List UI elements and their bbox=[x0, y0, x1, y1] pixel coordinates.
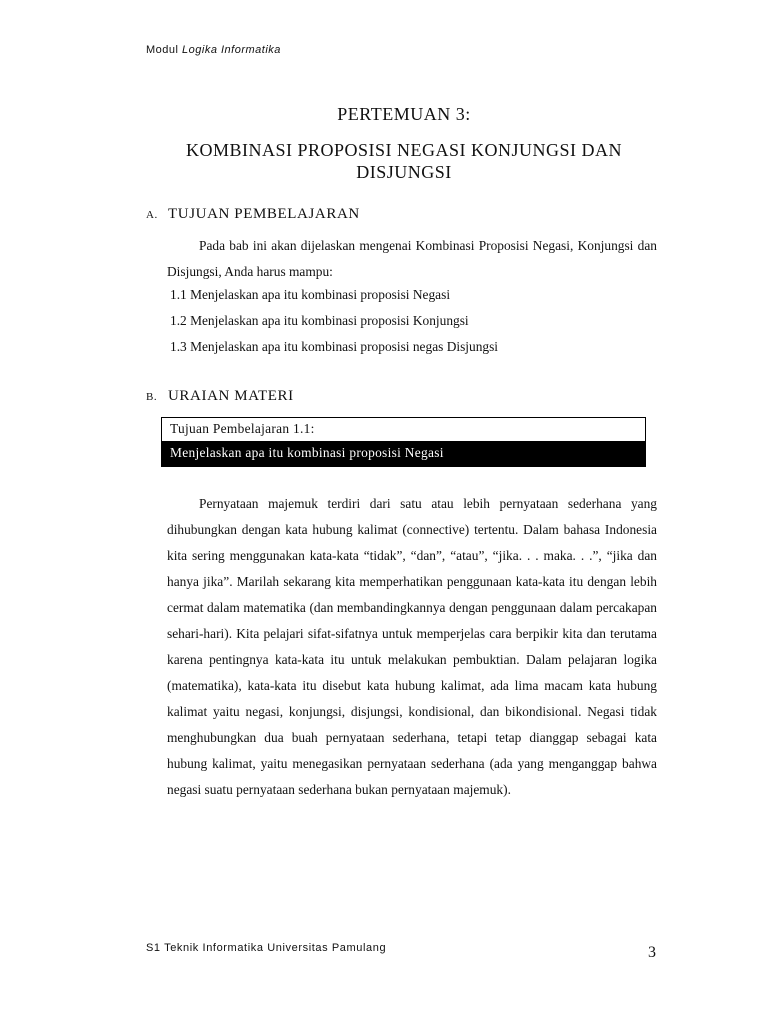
section-b-title: URAIAN MATERI bbox=[168, 388, 294, 404]
objective-item: 1.1 Menjelaskan apa itu kombinasi proposisi Negasi bbox=[170, 287, 451, 302]
header-prefix: Modul bbox=[146, 44, 179, 56]
section-a-heading bbox=[146, 206, 360, 223]
objective-item: 1.3 Menjelaskan apa itu kombinasi proposisi negas Disjungsi bbox=[170, 339, 499, 354]
running-header bbox=[146, 44, 281, 56]
objective-item: 1.2 Menjelaskan apa itu kombinasi proposisi Konjungsi bbox=[170, 313, 469, 328]
section-a-letter: A. bbox=[146, 209, 158, 221]
section-b-heading bbox=[146, 388, 294, 405]
page-number: 3 bbox=[648, 944, 656, 961]
objective-box-text: Menjelaskan apa itu kombinasi proposisi Negasi bbox=[162, 442, 645, 466]
section-b-body: Pernyataan majemuk terdiri dari satu atau lebih pernyataan sederhana yang dihubungkan dengan kata hubung kalimat (connective) tertentu. Dalam bahasa Indonesia kita sering menggunakan kata-kata “tidak”, “dan”, “atau”, “jika. . . maka. . .”, “jika dan hanya jika”. Marilah sekarang kita memperhatikan penggunaan kata-kata itu dengan lebih cermat dalam matematika (dan membandingkannya dengan penggunaan dalam percakapan sehari-hari). Kita pelajari sifat-sifatnya untuk memperjelas cara berpikir kita dan terutama karena pentingnya kata-kata itu untuk melakukan pembuktian. Dalam pelajaran logika (matematika), kata-kata itu disebut kata hubung kalimat, ada lima macam kata hubung kalimat yaitu negasi, konjungsi, disjungsi, kondisional, dan bikondisional. Negasi tidak menghubungkan dua buah pernyataan sederhana, tetapi tetap dianggap sebagai kata hubung kalimat, yaitu menegasikan pernyataan sederhana (ada yang menganggap bahwa negasi suatu pernyataan sederhana bukan pernyataan majemuk). bbox=[167, 496, 657, 797]
section-a-title: TUJUAN PEMBELAJARAN bbox=[168, 206, 360, 222]
learning-objective-box bbox=[161, 417, 646, 467]
meeting-title: PERTEMUAN 3: bbox=[337, 104, 471, 124]
page-footer: S1 Teknik Informatika Universitas Pamulang bbox=[146, 942, 387, 954]
section-b-letter: B. bbox=[146, 391, 158, 403]
objective-box-label: Tujuan Pembelajaran 1.1: bbox=[162, 418, 645, 442]
section-a-intro: Pada bab ini akan dijelaskan mengenai Kombinasi Proposisi Negasi, Konjungsi dan Disjungsi, Anda harus mampu: bbox=[167, 238, 657, 279]
chapter-title: KOMBINASI PROPOSISI NEGASI KONJUNGSI DAN DISJUNGSI bbox=[185, 140, 623, 182]
header-title: Logika Informatika bbox=[182, 44, 281, 56]
